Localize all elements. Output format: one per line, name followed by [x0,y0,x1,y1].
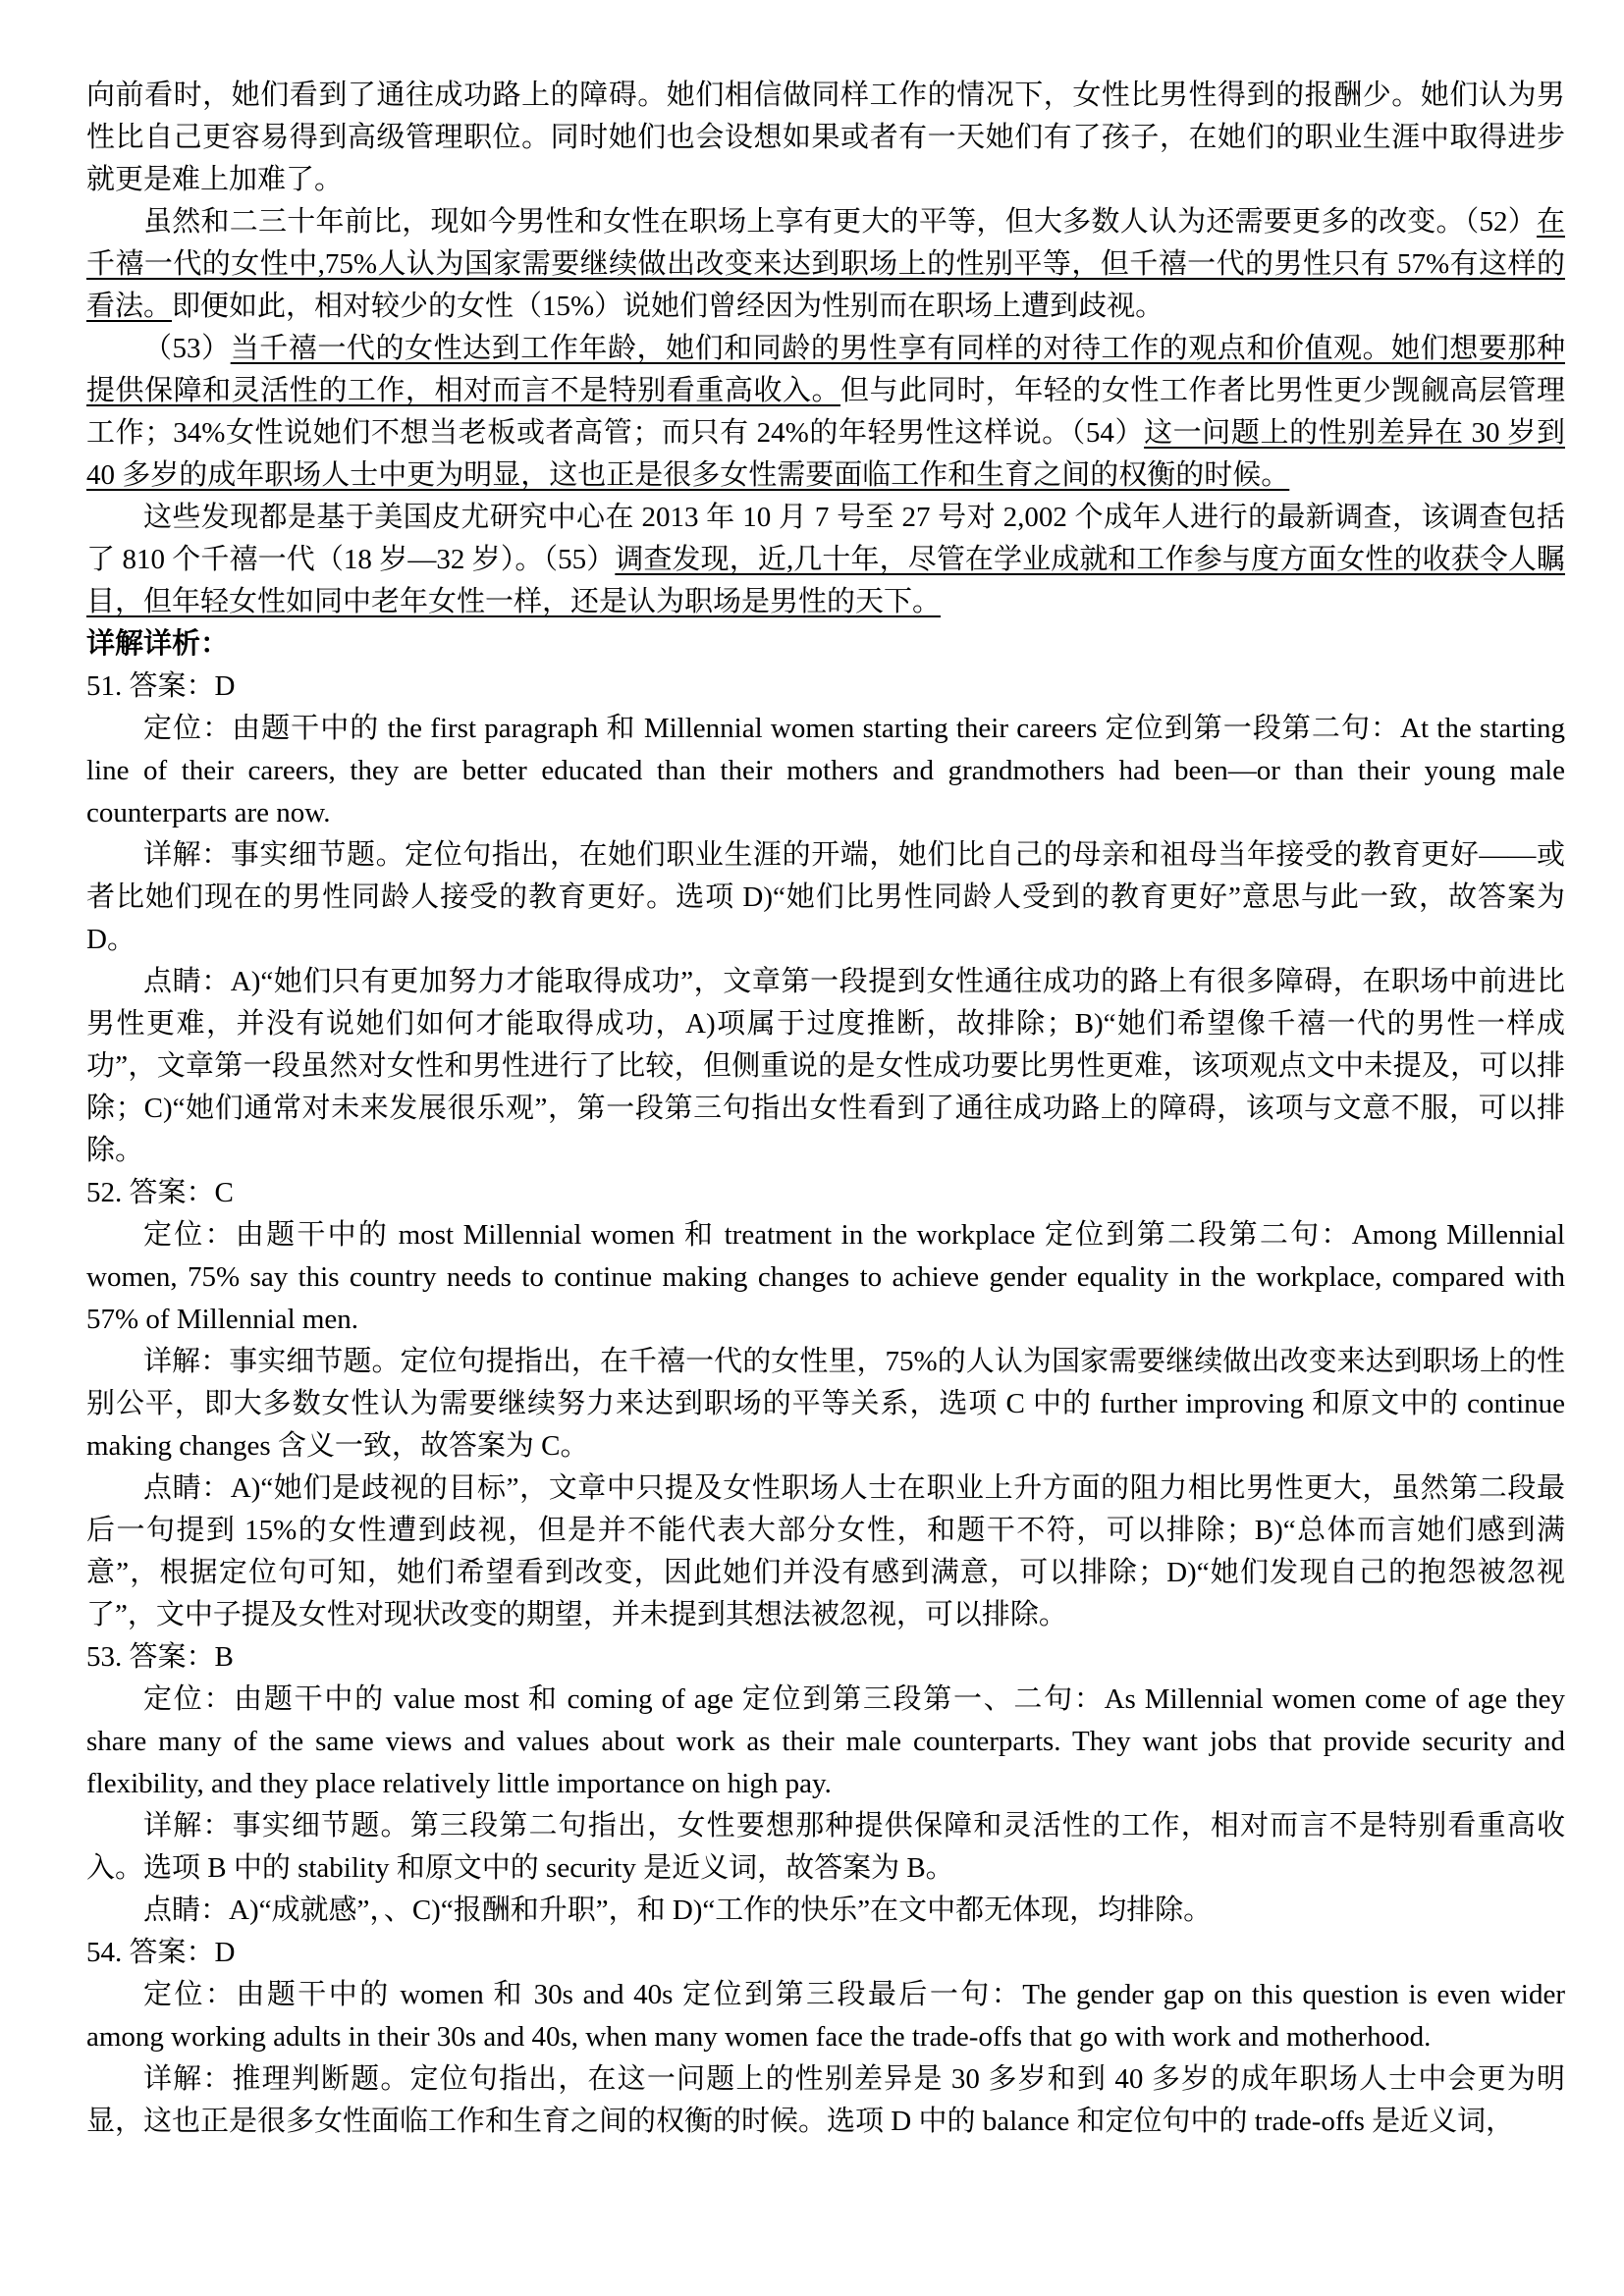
text: 定位：由题干中的 women 和 30s and 40s 定位到第三段最后一句：The gender gap on this question is even wider among working adults in their 30s and 40s, when many women face the trade-offs that go with work and motherhood. [86,1979,1565,2053]
passage-paragraph-2 [86,201,1565,328]
answer-54-location [86,1974,1565,2058]
underlined-text: 当千禧一代的女性达到工作年龄，她们和同龄的男性享有同样的对待工作的观点和价值观。她们想要那种提供保障和灵活性的工作，相对而言不是特别看重高收入。 [86,333,1565,406]
section-heading-detailed-analysis [86,623,1565,666]
text: 即便如此，相对较少的女性（15%）说她们曾经因为性别而在职场上遭到歧视。 [172,291,1164,322]
answer-52-explanation [86,1341,1565,1468]
document-body [86,75,1565,2143]
text: 点睛：A)“她们只有更加努力才能取得成功”，文章第一段提到女性通往成功的路上有很多障碍，在职场中前进比男性更难，并没有说她们如何才能取得成功，A)项属于过度推断，故排除；B)“她们希望像千禧一代的男性一样成功”，文章第一段虽然对女性和男性进行了比较，但侧重说的是女性成功要比男性更难，该项观点文中未提及，可以排除；C)“她们通常对未来发展很乐观”，第一段第三句指出女性看到了通往成功路上的障碍，该项与文意不服，可以排除。 [86,966,1565,1166]
passage-paragraph-4 [86,497,1565,623]
text: 详解：事实细节题。第三段第二句指出，女性要想那种提供保障和灵活性的工作，相对而言不是特别看重高收入。选项 B 中的 stability 和原文中的 security 是近义词，故答案为 B。 [86,1810,1565,1884]
text: 点睛：A)“她们是歧视的目标”，文章中只提及女性职场人士在职业上升方面的阻力相比男性更大，虽然第二段最后一句提到 15%的女性遭到歧视，但是并不能代表大部分女性，和题干不符，可以排除；B)“总体而言她们感到满意”，根据定位句可知，她们希望看到改变，因此她们并没有感到满意，可以排除；D)“她们发现自己的抱怨被忽视了”，文中子提及女性对现状改变的期望，并未提到其想法被忽视，可以排除。 [86,1472,1565,1630]
underlined-text: 在千禧一代的女性中,75%人认为国家需要继续做出改变来达到职场上的性别平等，但千禧一代的男性只有 57%有这样的看法。 [86,206,1565,322]
answer-54-explanation [86,2058,1565,2143]
text: 定位：由题干中的 most Millennial women 和 treatment in the workplace 定位到第二段第二句：Among Millennial women, 75% say this country needs to continue making changes to achieve gender equality in the workplace, compared with 57% of Millennial men. [86,1219,1565,1335]
answer-53-location [86,1679,1565,1805]
answer-51-number [86,666,1565,708]
text: 52. 答案：C [86,1177,234,1208]
answer-51-tips [86,961,1565,1172]
text: 51. 答案：D [86,670,236,702]
text: 详解：推理判断题。定位句指出，在这一问题上的性别差异是 30 多岁和到 40 多岁的成年职场人士中会更为明显，这也正是很多女性面临工作和生育之间的权衡的时候。选项 D 中的 balance 和定位句中的 trade-offs 是近义词， [86,2063,1565,2137]
answer-51-location [86,708,1565,834]
text: 虽然和二三十年前比，现如今男性和女性在职场上享有更大的平等，但大多数人认为还需要更多的改变。（52） [143,206,1537,238]
text: 定位：由题干中的 value most 和 coming of age 定位到第三段第一、二句：As Millennial women come of age they share many of the same views and values about work as their male counterparts. They want jobs that provide security and flexibility, and they place relatively little importance on high pay. [86,1683,1565,1799]
answer-53-tips [86,1890,1565,1932]
text: 但与此同时，年轻的女性工作者比男性更少觊觎高层管理工作；34%女性说她们不想当老板或者高管；而只有 24%的年轻男性这样说。（54） [86,375,1565,449]
passage-paragraph-3 [86,328,1565,497]
answer-52-number [86,1172,1565,1214]
text: 这些发现都是基于美国皮尤研究中心在 2013 年 10 月 7 号至 27 号对 2,002 个成年人进行的最新调查，该调查包括了 810 个千禧一代（18 岁—32 岁）。（55） [86,502,1565,575]
answer-53-number [86,1636,1565,1679]
answer-53-explanation [86,1805,1565,1890]
answer-51-explanation [86,834,1565,961]
text: 详解：事实细节题。定位句指出，在她们职业生涯的开端，她们比自己的母亲和祖母当年接受的教育更好——或者比她们现在的男性同龄人接受的教育更好。选项 D)“她们比男性同龄人受到的教育更好”意思与此一致，故答案为 D。 [86,839,1565,955]
text: 详解详析： [86,628,230,660]
text: 53. 答案：B [86,1641,234,1673]
answer-52-location [86,1214,1565,1341]
text: 向前看时，她们看到了通往成功路上的障碍。她们相信做同样工作的情况下，女性比男性得到的报酬少。她们认为男性比自己更容易得到高级管理职位。同时她们也会设想如果或者有一天她们有了孩子，在她们的职业生涯中取得进步就更是难上加难了。 [86,80,1565,195]
answer-52-tips [86,1468,1565,1636]
text: 定位：由题干中的 the first paragraph 和 Millennial women starting their careers 定位到第一段第二句：At the starting line of their careers, they are better educated than their mothers and grandmothers had been—or than their young male counterparts are now. [86,713,1565,828]
text: 详解：事实细节题。定位句提指出，在千禧一代的女性里，75%的人认为国家需要继续做出改变来达到职场上的性别公平，即大多数女性认为需要继续努力来达到职场的平等关系，选项 C 中的 further improving 和原文中的 continue making changes 含义一致，故答案为 C。 [86,1346,1565,1462]
text: 点睛：A)“成就感”，、C)“报酬和升职”，和 D)“工作的快乐”在文中都无体现，均排除。 [143,1895,1213,1926]
underlined-text: 这一问题上的性别差异在 30 岁到 40 多岁的成年职场人士中更为明显，这也正是很多女性需要面临工作和生育之间的权衡的时候。 [86,417,1565,491]
answer-54-number [86,1932,1565,1974]
passage-paragraph-continuation [86,75,1565,201]
text: （53） [143,333,231,364]
underlined-text: 调查发现，近,几十年，尽管在学业成就和工作参与度方面女性的收获令人瞩目，但年轻女性如同中老年女性一样，还是认为职场是男性的天下。 [86,544,1565,617]
text: 54. 答案：D [86,1937,236,1968]
